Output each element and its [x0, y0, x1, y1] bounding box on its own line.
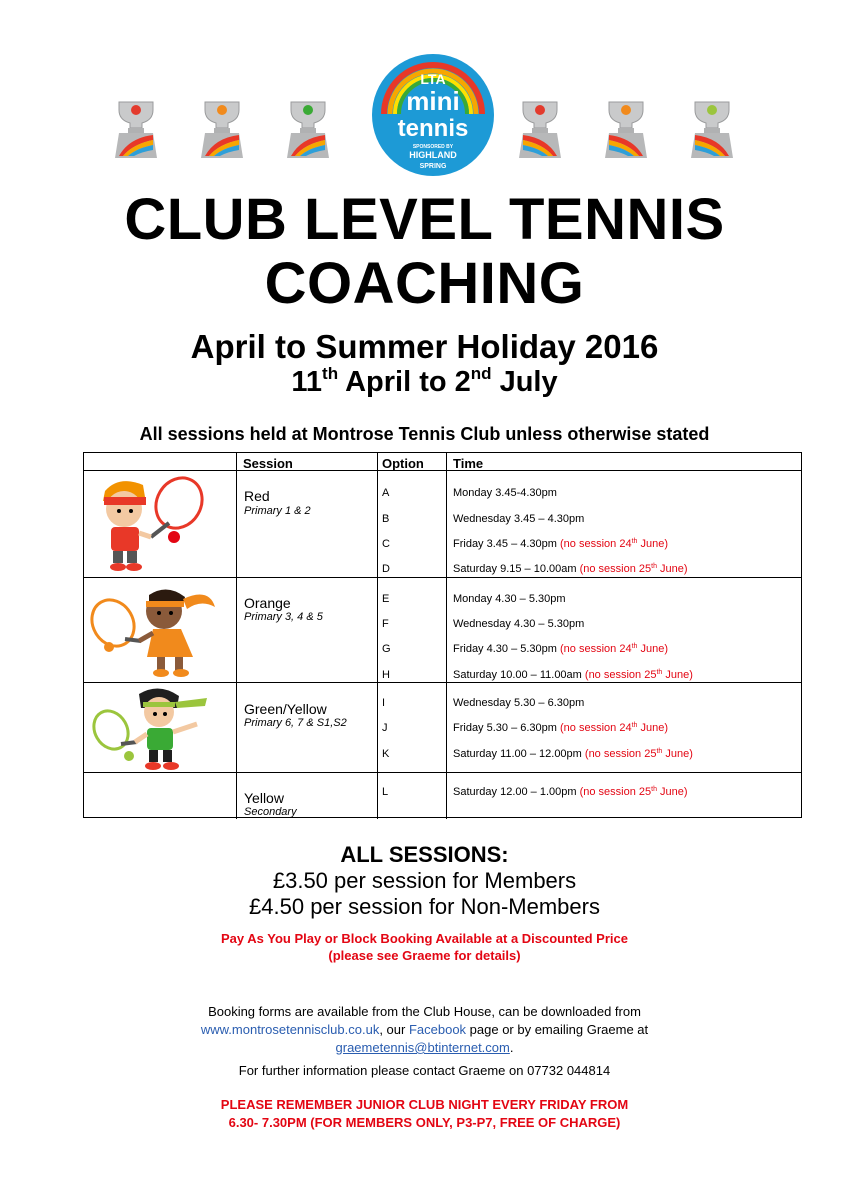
svg-text:HIGHLAND: HIGHLAND — [409, 150, 457, 160]
red-kid-illustration — [89, 475, 229, 573]
session-time: Wednesday 5.30 – 6.30pm — [453, 697, 585, 709]
trophy-red-icon — [515, 98, 565, 160]
session-name: Green/Yellow — [244, 701, 327, 717]
option-code: K — [382, 748, 390, 760]
session-time: Friday 3.45 – 4.30pm (no session 24th June) — [453, 538, 668, 550]
svg-text:mini: mini — [406, 86, 460, 116]
term-dates: 11th April to 2nd July — [291, 364, 558, 398]
website-link[interactable]: www.montrosetennisclub.co.uk — [200, 1022, 380, 1037]
header-session: Session — [243, 456, 293, 471]
session-name: Red — [244, 488, 270, 504]
session-age: Secondary — [244, 806, 297, 818]
member-price: £3.50 per session for Members — [272, 868, 577, 893]
page-title-line2: COACHING — [264, 251, 585, 316]
term-subtitle: April to Summer Holiday 2016 — [190, 328, 659, 365]
option-code: B — [382, 513, 390, 525]
option-code: D — [382, 563, 390, 575]
trophy-green-icon — [283, 98, 333, 160]
pay-as-you-play-note: Pay As You Play or Block Booking Available at a Discounted Price (please see Graeme for details) — [221, 931, 628, 963]
session-time: Friday 4.30 – 5.30pm (no session 24th June) — [453, 643, 668, 655]
booking-info: Booking forms are available from the Club House, can be downloaded from www.montrosetennisclub.co.uk, our Facebook page or by emailing Graeme at graemetennis@btinternet.com. — [200, 1004, 649, 1055]
option-code: A — [382, 487, 390, 499]
svg-text:LTA: LTA — [420, 71, 446, 87]
trophy-red-icon — [111, 98, 161, 160]
green-kid-illustration — [89, 686, 224, 770]
svg-text:SPRING: SPRING — [419, 163, 447, 170]
email-link[interactable]: graemetennis@btinternet.com — [335, 1040, 510, 1055]
session-age: Primary 6, 7 & S1,S2 — [244, 717, 347, 729]
no-session-note: (no session 24th June) — [560, 722, 668, 734]
no-session-note: (no session 25th June) — [579, 786, 688, 798]
option-code: I — [382, 697, 386, 709]
trophy-green-icon — [687, 98, 737, 160]
session-time: Saturday 10.00 – 11.00am (no session 25th June) — [453, 669, 693, 681]
session-time: Monday 4.30 – 5.30pm — [453, 593, 566, 605]
session-age: Primary 3, 4 & 5 — [244, 611, 323, 623]
contact-info: For further information please contact Graeme on 07732 044814 — [238, 1063, 611, 1078]
session-name: Yellow — [244, 790, 284, 806]
session-age: Primary 1 & 2 — [244, 505, 311, 517]
option-code: C — [382, 538, 390, 550]
no-session-note: (no session 24th June) — [560, 538, 668, 550]
non-member-price: £4.50 per session for Non-Members — [249, 894, 600, 919]
junior-club-night-note: PLEASE REMEMBER JUNIOR CLUB NIGHT EVERY FRIDAY FROM 6.30- 7.30PM (FOR MEMBERS ONLY, P3-P7, FREE OF CHARGE) — [220, 1097, 629, 1130]
option-code: L — [382, 786, 389, 798]
venue-note: All sessions held at Montrose Tennis Club unless otherwise stated — [139, 424, 710, 444]
option-code: E — [382, 593, 390, 605]
prices-heading: ALL SESSIONS: — [340, 842, 509, 867]
header-option: Option — [382, 456, 424, 471]
orange-kid-illustration — [89, 581, 234, 679]
session-time: Saturday 11.00 – 12.00pm (no session 25th June) — [453, 748, 693, 760]
option-code: G — [382, 643, 391, 655]
svg-text:SPONSORED BY: SPONSORED BY — [412, 144, 454, 150]
trophy-orange-icon — [197, 98, 247, 160]
no-session-note: (no session 25th June) — [584, 748, 693, 760]
session-name: Orange — [244, 595, 291, 611]
session-time: Friday 5.30 – 6.30pm (no session 24th June) — [453, 722, 668, 734]
no-session-note: (no session 25th June) — [579, 563, 688, 575]
session-time: Monday 3.45-4.30pm — [453, 487, 557, 499]
session-time: Wednesday 4.30 – 5.30pm — [453, 618, 585, 630]
session-time: Saturday 12.00 – 1.00pm (no session 25th June) — [453, 786, 688, 798]
schedule-table — [83, 452, 802, 818]
header-time: Time — [453, 456, 484, 471]
no-session-note: (no session 24th June) — [560, 643, 668, 655]
option-code: H — [382, 669, 390, 681]
option-code: F — [382, 618, 389, 630]
facebook-link[interactable]: Facebook — [408, 1022, 467, 1037]
no-session-note: (no session 25th June) — [584, 669, 693, 681]
option-code: J — [382, 722, 388, 734]
page-title-line1: CLUB LEVEL TENNIS — [124, 187, 725, 252]
svg-text:tennis: tennis — [397, 115, 469, 142]
session-time: Saturday 9.15 – 10.00am (no session 25th June) — [453, 563, 688, 575]
session-time: Wednesday 3.45 – 4.30pm — [453, 513, 585, 525]
lta-mini-tennis-logo — [370, 52, 496, 178]
trophy-orange-icon — [601, 98, 651, 160]
